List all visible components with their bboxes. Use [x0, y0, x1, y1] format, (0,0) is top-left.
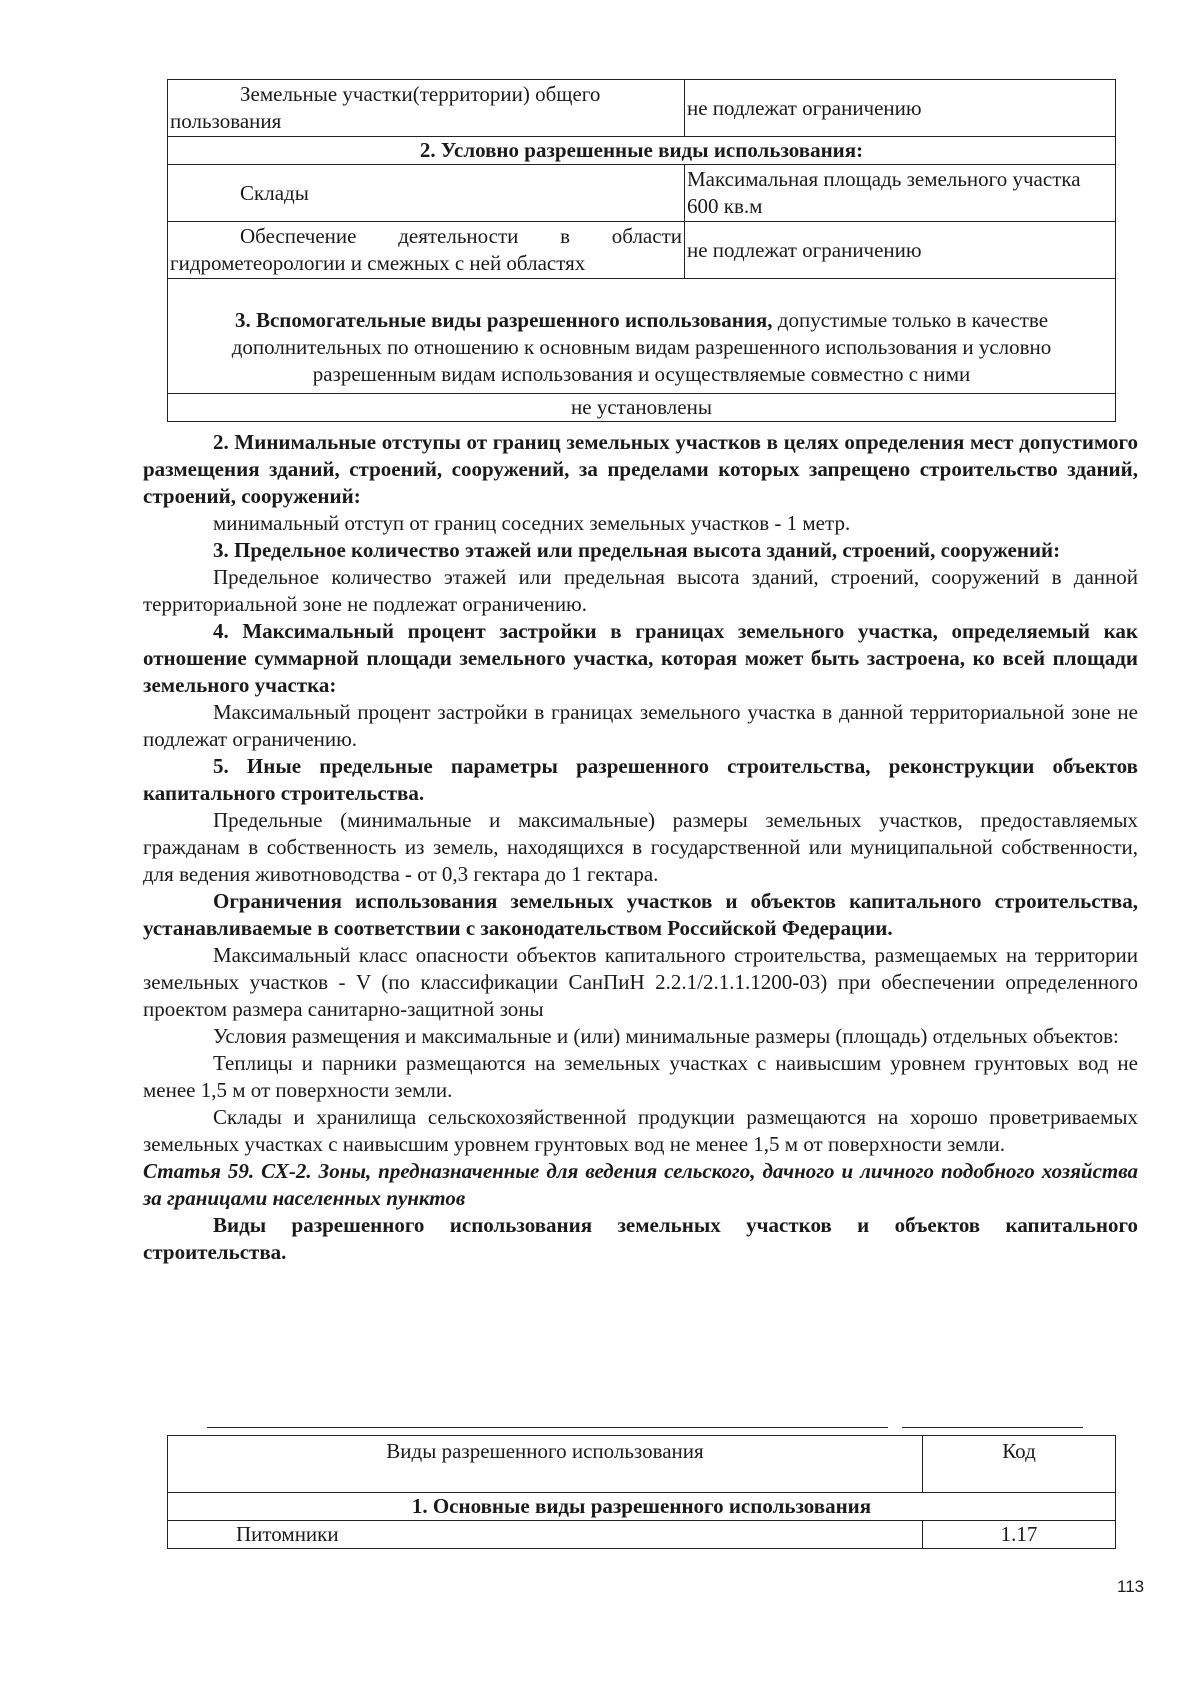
table-cell: Земельные участки(территории) общего пользования	[168, 80, 685, 137]
paragraph: Склады и хранилища сельскохозяйственной продукции размещаются на хорошо проветриваемых земельных участках с наивысшим уровнем грунтовых вод не менее 1,5 м от поверхности земли.	[143, 1105, 1138, 1156]
table-row	[168, 165, 1116, 222]
section-heading-bold: 3. Вспомогательные виды разрешенного использования,	[234, 308, 773, 332]
table-cell: не установлены	[168, 394, 1116, 422]
section-heading	[168, 279, 1116, 394]
table-cell: не подлежат ограничению	[685, 80, 1116, 137]
table-cell: Обеспечение деятельности в области гидрометеорологии и смежных с ней областях	[168, 222, 685, 279]
table-row	[168, 394, 1116, 422]
column-header-type: Виды разрешенного использования	[168, 1436, 923, 1493]
zone-usage-table	[167, 79, 1116, 422]
divider	[207, 1427, 888, 1428]
section-heading-row	[168, 279, 1116, 394]
section-heading: Ограничения использования земельных участков и объектов капитального строительства, устанавливаемые в соответствии с законодательством Российской Федерации.	[143, 889, 1138, 940]
table-cell: Максимальная площадь земельного участка 600 кв.м	[685, 165, 1116, 222]
permitted-use-table	[167, 1435, 1116, 1549]
table-cell: 1.17	[923, 1521, 1116, 1549]
section-heading: 5. Иные предельные параметры разрешенного строительства, реконструкции объектов капитального строительства.	[143, 754, 1138, 805]
section-heading: 2. Минимальные отступы от границ земельных участков в целях определения мест допустимого размещения зданий, строений, сооружений, за пределами которых запрещено строительство зданий, строений, сооружений:	[143, 430, 1138, 508]
column-header-code: Код	[923, 1436, 1116, 1493]
section-heading: Виды разрешенного использования земельных участков и объектов капитального строительства.	[143, 1213, 1138, 1264]
table-row	[168, 1521, 1116, 1549]
table-row	[168, 222, 1116, 279]
table-header-row	[168, 1436, 1116, 1493]
document-body	[143, 429, 1138, 1266]
paragraph: Условия размещения и максимальные и (или) минимальные размеры (площадь) отдельных объектов:	[213, 1024, 1119, 1048]
section-heading: 1. Основные виды разрешенного использования	[168, 1493, 1116, 1521]
section-heading: 2. Условно разрешенные виды использования:	[168, 137, 1116, 165]
table-row	[168, 80, 1116, 137]
paragraph: Предельное количество этажей или предельная высота зданий, строений, сооружений в данной территориальной зоне не подлежат ограничению.	[143, 565, 1138, 616]
divider	[902, 1427, 1083, 1428]
table-cell: Склады	[168, 165, 685, 222]
paragraph: Максимальный класс опасности объектов капитального строительства, размещаемых на территории земельных участков - V (по классификации СанПиН 2.2.1/2.1.1.1200-03) при обеспечении определенного проектом размера санитарно-защитной зоны	[143, 943, 1138, 1021]
paragraph: Теплицы и парники размещаются на земельных участках с наивысшим уровнем грунтовых вод не менее 1,5 м от поверхности земли.	[143, 1051, 1138, 1102]
paragraph: минимальный отступ от границ соседних земельных участков - 1 метр.	[213, 511, 851, 535]
section-heading-row	[168, 137, 1116, 165]
paragraph: Максимальный процент застройки в границах земельного участка в данной территориальной зоне не подлежат ограничению.	[143, 700, 1138, 751]
section-heading: 4. Максимальный процент застройки в границах земельного участка, определяемый как отношение суммарной площади земельного участка, которая может быть застроена, ко всей площади земельного участка:	[143, 619, 1138, 697]
section-heading: 3. Предельное количество этажей или предельная высота зданий, строений, сооружений:	[213, 538, 1061, 562]
section-heading-text: допустимые только в качестве дополнительных по отношению к основным видам разрешенного использования и условно разрешенным видам использования и осуществляемые совместно с ними	[231, 308, 1052, 386]
page-number: 113	[1117, 1577, 1145, 1596]
paragraph: Предельные (минимальные и максимальные) размеры земельных участков, предоставляемых гражданам в собственность из земель, находящихся в государственной или муниципальной собственности, для ведения животноводства - от 0,3 гектара до 1 гектара.	[143, 808, 1138, 886]
table-cell: не подлежат ограничению	[685, 222, 1116, 279]
section-heading-row	[168, 1493, 1116, 1521]
table-cell: Питомники	[168, 1521, 923, 1549]
article-title: Статья 59. СХ-2. Зоны, предназначенные для ведения сельского, дачного и личного подобного хозяйства за границами населенных пунктов	[143, 1159, 1138, 1210]
